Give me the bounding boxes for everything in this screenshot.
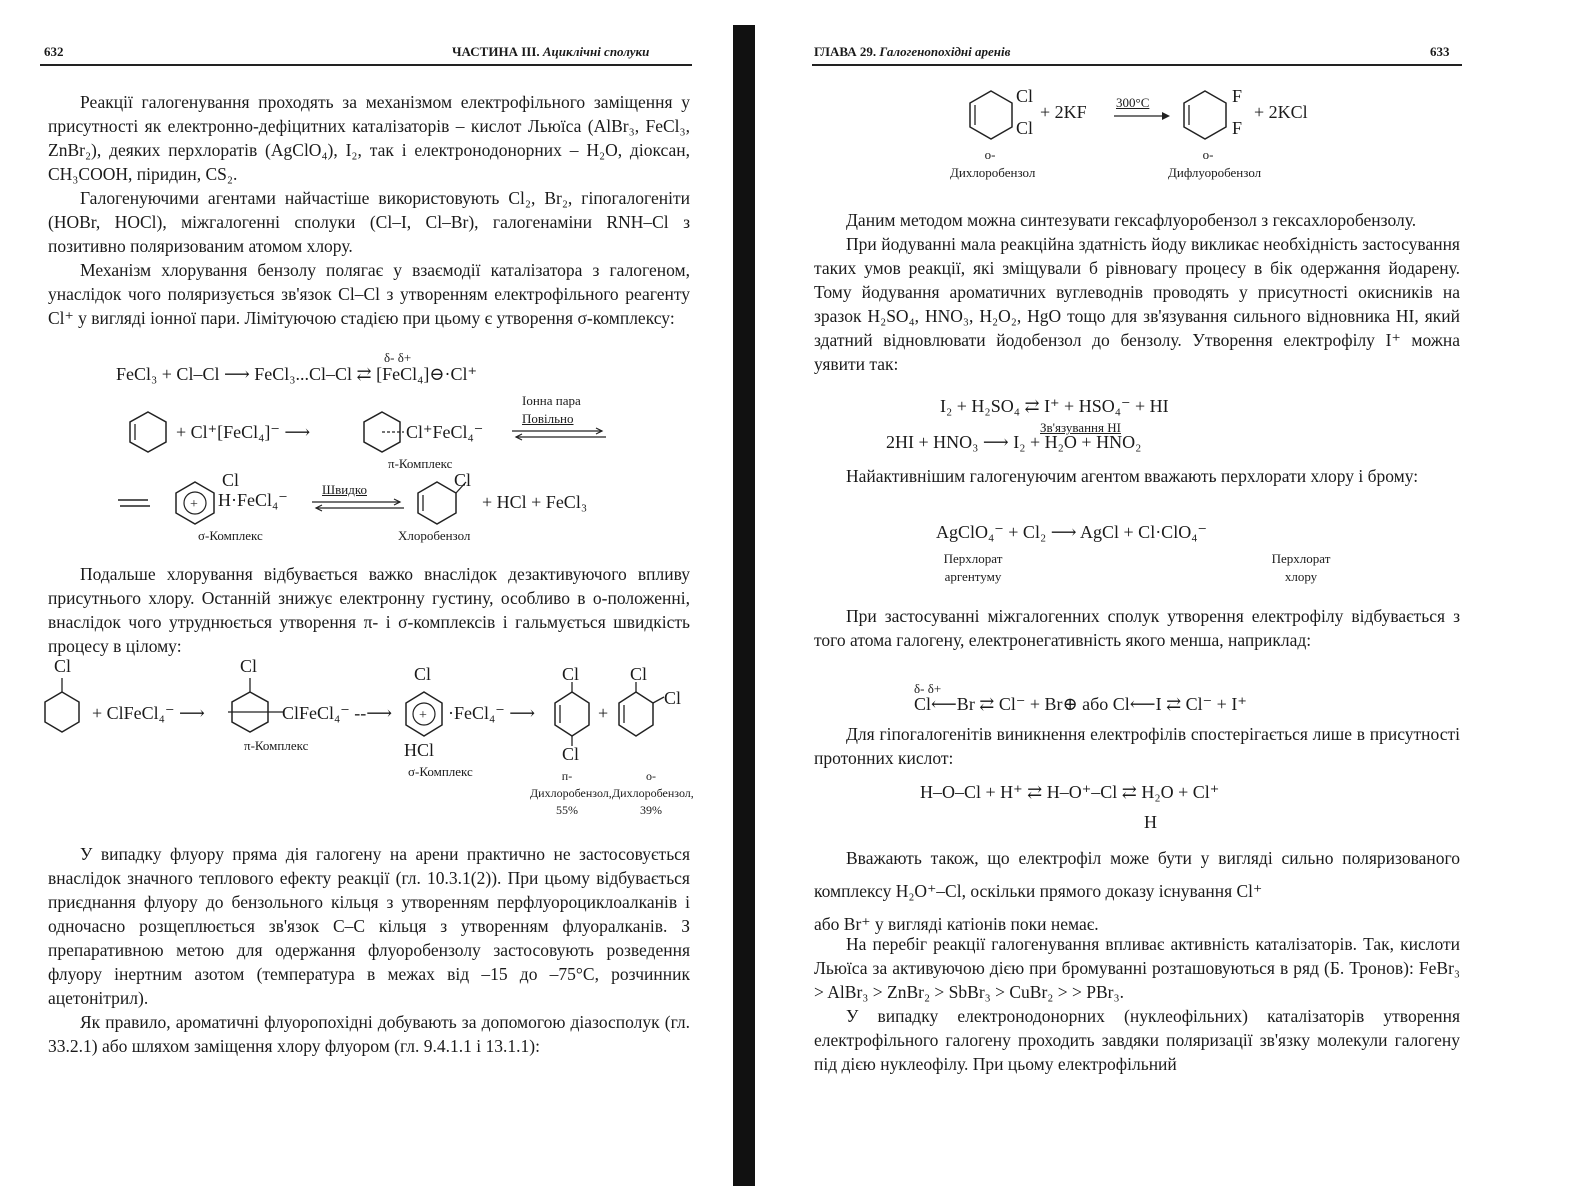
page-number-left: 632	[44, 44, 64, 59]
header-rule	[40, 64, 692, 66]
scheme2-sigma-formula: ·FeCl₄⁻ ⟶	[448, 703, 536, 723]
equation-hi-oxidation: 2HI + HNO₃ ⟶ I₂ + H₂O + HNO₂	[886, 432, 1142, 452]
equation-interhalogen: Cl⟵Br ⇄ Cl⁻ + Br⊕ або Cl⟵I ⇄ Cl⁻ + I⁺	[914, 694, 1247, 714]
right-text-block-6	[814, 932, 1460, 1076]
right-page	[790, 0, 1595, 1186]
paragraph: Найактивнішим галогенуючим агентом вважають перхлорати хлору і брому:	[846, 466, 1419, 486]
label-sigma-complex: σ-Комплекс	[198, 528, 263, 543]
paragraph: Реакції галогенування проходять за механізмом електрофільного заміщення у присутності як електронно-дефіцитних каталізаторів – кислот Льюїса (AlBr₃, FeCl₃, ZnBr₂), деяких перхлоратів (AgClO₄), I₂, так і електронодонорних – H₂O, діоксан, CH₃COOH, піридин, CS₂.	[48, 92, 690, 184]
scheme2-hcl: HCl	[404, 740, 435, 760]
paragraph: У випадку флуору пряма дія галогену на арени практично не застосовується внаслідок значного теплового ефекту реакції (гл. 10.3.1(2)). При цьому відбувається приєднання флуору до бензольного кільця з утворенням перфлуороциклоалканів і одночасно розщеплюється зв'язок С–С кільця з утворенням флуоралканів. З препаративною метою для одержання флуоробензолу застосовують розведення флуору інертним азотом (температура в межах від –15 до –75°С, розчинник ацетонітрил).	[48, 844, 690, 1008]
running-head-title: Ациклічні сполуки	[542, 44, 650, 59]
sigma-cl: Cl	[222, 470, 240, 490]
paragraph: Як правило, ароматичні флуоропохідні добувають за допомогою діазосполук (гл. 33.2.1) або шляхом заміщення хлору флуором (гл. 9.4.1.1 і 13.1.1):	[48, 1012, 690, 1056]
label-hi-binding: Зв'язування HI	[1040, 420, 1121, 435]
header-rule	[812, 64, 1462, 66]
scheme3-cl: Cl	[1016, 86, 1034, 106]
running-head-part: ЧАСТИНА III.	[452, 44, 540, 59]
equation-pi-reagent: + Cl⁺[FeCl₄]⁻ ⟶	[176, 422, 311, 442]
scheme2-plus: +	[598, 703, 609, 723]
equation-iodine: I₂ + H₂SO₄ ⇄ I⁺ + HSO₄⁻ + HI	[940, 396, 1169, 416]
paragraph: При застосуванні міжгалогенних сполук утворення електрофілу відбувається з того атома галогену, електронегативність якого менша, наприклад:	[814, 606, 1460, 650]
equation-catalyst: FeCl₃ + Cl–Cl ⟶ FeCl₃...Cl–Cl ⇄ [FeCl₄]⊖·Cl⁺	[116, 364, 477, 384]
paragraph: Даним методом можна синтезувати гексафлуоробензол з гексахлоробензолу.	[846, 210, 1417, 230]
label-o-dichlorobenzene: о-Дихлоробензол	[950, 147, 1036, 180]
scheme3-f: F	[1232, 86, 1243, 106]
delta-charges: δ- δ+	[384, 350, 412, 365]
scheme2-cl: Cl	[664, 688, 682, 708]
paragraph: Галогенуючими агентами найчастіше використовують Cl₂, Br₂, гіпогалогеніти (HOBr, HOCl), міжгалогенні сполуки (Cl–I, Cl–Br), галогенаміни RNH–Cl з позитивно поляризованим атомом хлору.	[48, 188, 690, 256]
benzene-ring	[360, 410, 404, 454]
delta-charges: δ- δ+	[914, 681, 942, 696]
book-spine	[733, 25, 755, 1186]
label-silver-perchlorate: Перхлорат аргентуму	[943, 551, 1003, 584]
scheme2-cl: Cl	[54, 656, 72, 676]
label-slow: Повільно	[522, 411, 574, 426]
chlorobenzene-cl: Cl	[454, 470, 472, 490]
sigma-complex-ring	[402, 690, 446, 738]
paragraph: Вважають також, що електрофіл може бути у вигляді сильно поляризованого комплексу H₂O⁺–Cl, оскільки прямого доказу існування Cl⁺	[814, 848, 1460, 901]
equation-perchlorate: AgClO₄⁻ + Cl₂ ⟶ AgCl + Cl·ClO₄⁻	[936, 522, 1207, 542]
page-number-right: 633	[1430, 44, 1450, 59]
pi-complex-ring	[228, 690, 272, 734]
label-o-dichlorobenzene: о-Дихлоробензол, 39%	[612, 769, 694, 817]
products-formula: + HCl + FeCl₃	[482, 492, 588, 512]
scheme3-product: + 2KCl	[1254, 102, 1308, 122]
scheme3-cl: Cl	[1016, 118, 1034, 138]
chlorobenzene-ring	[42, 690, 82, 734]
paragraph: або Br⁺ у вигляді катіонів поки немає.	[814, 914, 1099, 934]
pi-complex-formula: Cl⁺FeCl₄⁻	[406, 422, 484, 442]
left-text-block-3	[48, 842, 690, 1058]
label-fast: Швидко	[322, 482, 367, 497]
scheme2-cl: Cl	[414, 664, 432, 684]
paragraph: На перебіг реакції галогенування впливає активність каталізаторів. Так, кислоти Льюїса за активуючою дією при бромуванні розташовуються в ряд (Б. Тронов): FeBr₃ > AlBr₃ > ZnBr₂ > SbBr₃ > CuBr₂ > > PBr₃.	[814, 934, 1460, 1002]
equilibrium-arrow	[512, 428, 606, 440]
paragraph: Для гіпогалогенітів виникнення електрофілів спостерігається лише в присутності протонних кислот:	[814, 724, 1460, 768]
left-text-block-1	[48, 90, 690, 330]
paragraph: Подальше хлорування відбувається важко внаслідок дезактивуючого впливу присутнього хлору. Останній знижує електронну густину, особливо в о-положенні, внаслідок чого утруднюється утворення π- і σ-комплексів і гальмується швидкість процесу в цілому:	[48, 564, 690, 656]
right-text-block-3	[814, 604, 1460, 652]
running-head-right	[814, 44, 1010, 60]
scheme2-cl: Cl	[240, 656, 258, 676]
o-difluorobenzene-ring	[1180, 88, 1230, 138]
p-dichlorobenzene-ring	[552, 690, 592, 740]
equation-hypohalite: H–O–Cl + H⁺ ⇄ H–O⁺–Cl ⇄ H₂O + Cl⁺	[920, 782, 1220, 802]
label-condition: 300°C	[1116, 95, 1150, 110]
reaction-arrow	[1114, 112, 1170, 120]
label-sigma-complex: σ-Комплекс	[408, 764, 473, 779]
svg-text:+: +	[190, 497, 198, 512]
right-text-block-2	[814, 464, 1460, 488]
label-chlorine-perchlorate: Перхлорат хлору	[1271, 551, 1331, 584]
right-text-block-5	[814, 842, 1460, 941]
right-text-block-4	[814, 722, 1460, 770]
label-ion-pair: Іонна пара	[522, 393, 581, 408]
scheme3-reagent: + 2KF	[1040, 102, 1087, 122]
right-text-block-1	[814, 208, 1460, 376]
sigma-complex-ring	[172, 480, 218, 526]
label-pi-complex: π-Комплекс	[244, 738, 309, 753]
paragraph: При йодуванні мала реакційна здатність йоду викликає необхідність застосування таких умов реакції, які зміщували б рівновагу процесу в бік одержання йодарену. Тому йодування ароматичних вуглеводнів проводять у присутності окисників на зразок H₂SO₄, HNO₃, H₂O₂, HgO тощо для зв'язування сильного відновника HI, який здатний відновлювати йодобензол до бензолу. Утворення електрофілу I⁺ можна уявити так:	[814, 234, 1460, 374]
equilibrium-arrow	[118, 497, 150, 509]
scheme2-cl: Cl	[562, 664, 580, 684]
running-head-title: Галогенопохідні аренів	[879, 44, 1011, 59]
left-text-block-2	[48, 562, 690, 658]
paragraph: Механізм хлорування бензолу полягає у взаємодії каталізатора з галогеном, унаслідок чого поляризується зв'язок Cl–Cl з утворенням електрофільного реагенту Cl⁺ у вигляді іонної пари. Лімітуючою стадією при цьому є утворення σ-комплексу:	[48, 260, 690, 328]
benzene-ring	[126, 410, 170, 454]
label-pi-complex: π-Комплекс	[388, 456, 453, 471]
scheme2-reagent: + ClFeCl₄⁻ ⟶	[92, 703, 205, 723]
paragraph: У випадку електронодонорних (нуклеофільних) каталізаторів утворення електрофільного галогену проходить завдяки поляризації зв'язку молекули галогену під дією нуклеофілу. При цьому електрофільний	[814, 1006, 1460, 1074]
label-p-dichlorobenzene: п-Дихлоробензол, 55%	[530, 769, 612, 817]
scheme2-pi-formula: ClFeCl₄⁻ --⟶	[282, 703, 393, 723]
scheme3-f: F	[1232, 118, 1243, 138]
o-dichlorobenzene-ring	[966, 88, 1016, 138]
label-o-difluorobenzene: о-Дифлуоробензол	[1168, 147, 1262, 180]
label-chlorobenzene: Хлоробензол	[398, 528, 471, 543]
running-head-left	[452, 44, 649, 60]
o-dichlorobenzene-ring	[616, 690, 656, 738]
equation-hypohalite-h: H	[1144, 812, 1157, 832]
svg-text:+: +	[419, 708, 427, 723]
running-head-part: ГЛАВА 29.	[814, 44, 877, 59]
scheme2-cl: Cl	[630, 664, 648, 684]
sigma-complex-formula: H·FeCl₄⁻	[218, 490, 288, 510]
scheme2-cl: Cl	[562, 744, 580, 764]
left-page	[0, 0, 720, 1186]
equilibrium-arrow	[312, 499, 404, 511]
